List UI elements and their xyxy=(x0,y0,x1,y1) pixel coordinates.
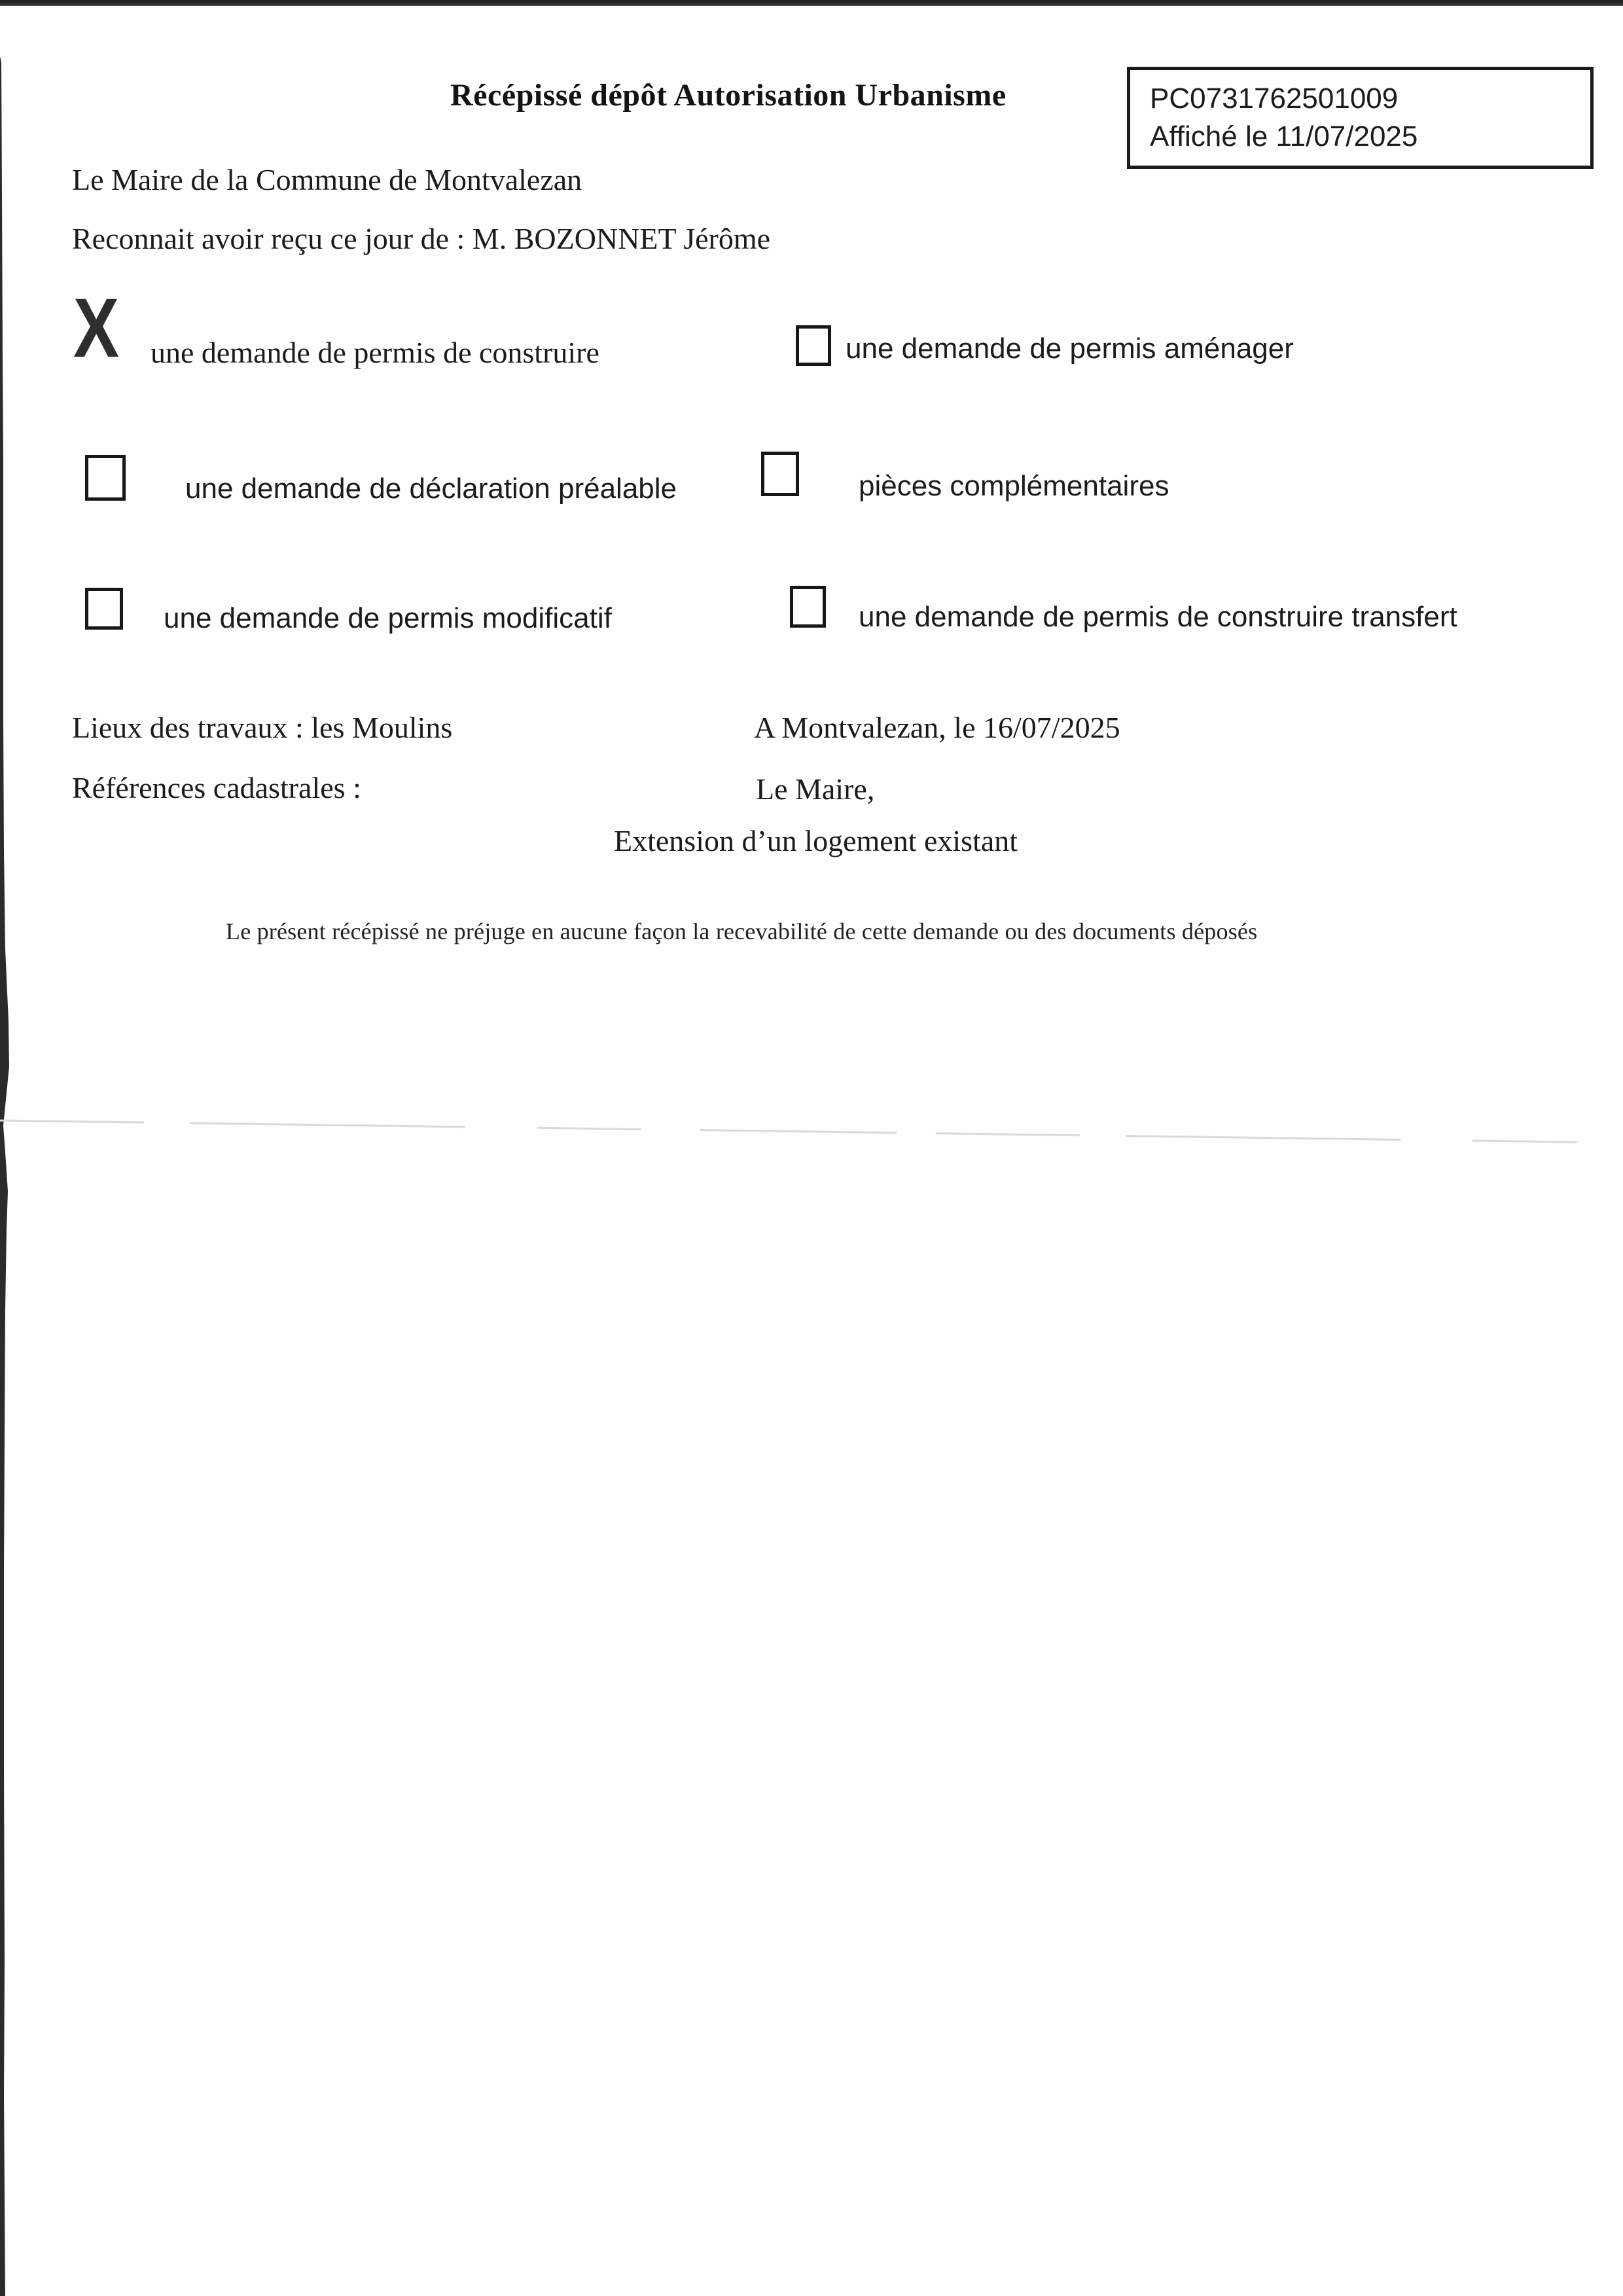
scan-artifact-top-edge xyxy=(0,0,1623,6)
checkbox-permis-construire-transfert xyxy=(790,586,826,628)
scan-artifact-left-edge xyxy=(0,0,13,2296)
checkbox-permis-modificatif xyxy=(85,588,123,630)
checkbox-permis-construire-checked-mark: X xyxy=(73,281,120,375)
permit-number: PC0731762501009 xyxy=(1150,82,1399,115)
checkbox-label-pieces-complementaires: pièces complémentaires xyxy=(859,470,1169,502)
checkbox-label-permis-modificatif: une demande de permis modificatif xyxy=(164,602,612,634)
date-place: A Montvalezan, le 16/07/2025 xyxy=(754,711,1120,744)
checkbox-label-permis-construire: une demande de permis de construire xyxy=(151,336,599,369)
checkbox-label-permis-construire-transfert: une demande de permis de construire transfert xyxy=(859,601,1457,633)
project-description: Extension d’un logement existant xyxy=(614,824,1018,857)
checkbox-label-permis-amenager: une demande de permis aménager xyxy=(846,332,1294,365)
intro-line-mayor: Le Maire de la Commune de Montvalezan xyxy=(72,163,582,196)
cadastral-references: Références cadastrales : xyxy=(72,771,361,804)
posted-date: Affiché le 11/07/2025 xyxy=(1150,120,1418,152)
intro-line-received-from: Reconnait avoir reçu ce jour de : M. BOZONNET Jérôme xyxy=(72,222,771,255)
reference-box xyxy=(1127,67,1594,169)
checkbox-declaration-prealable xyxy=(85,455,126,501)
page-title: Récépissé dépôt Autorisation Urbanisme xyxy=(450,78,1007,113)
checkbox-pieces-complementaires xyxy=(761,452,799,496)
footer-disclaimer: Le présent récépissé ne préjuge en aucune façon la recevabilité de cette demande ou des documents déposés xyxy=(226,918,1258,944)
checkbox-label-declaration-prealable: une demande de déclaration préalable xyxy=(185,473,677,505)
signatory: Le Maire, xyxy=(756,772,875,806)
works-location: Lieux des travaux : les Moulins xyxy=(72,711,453,744)
checkbox-permis-amenager xyxy=(796,325,831,366)
